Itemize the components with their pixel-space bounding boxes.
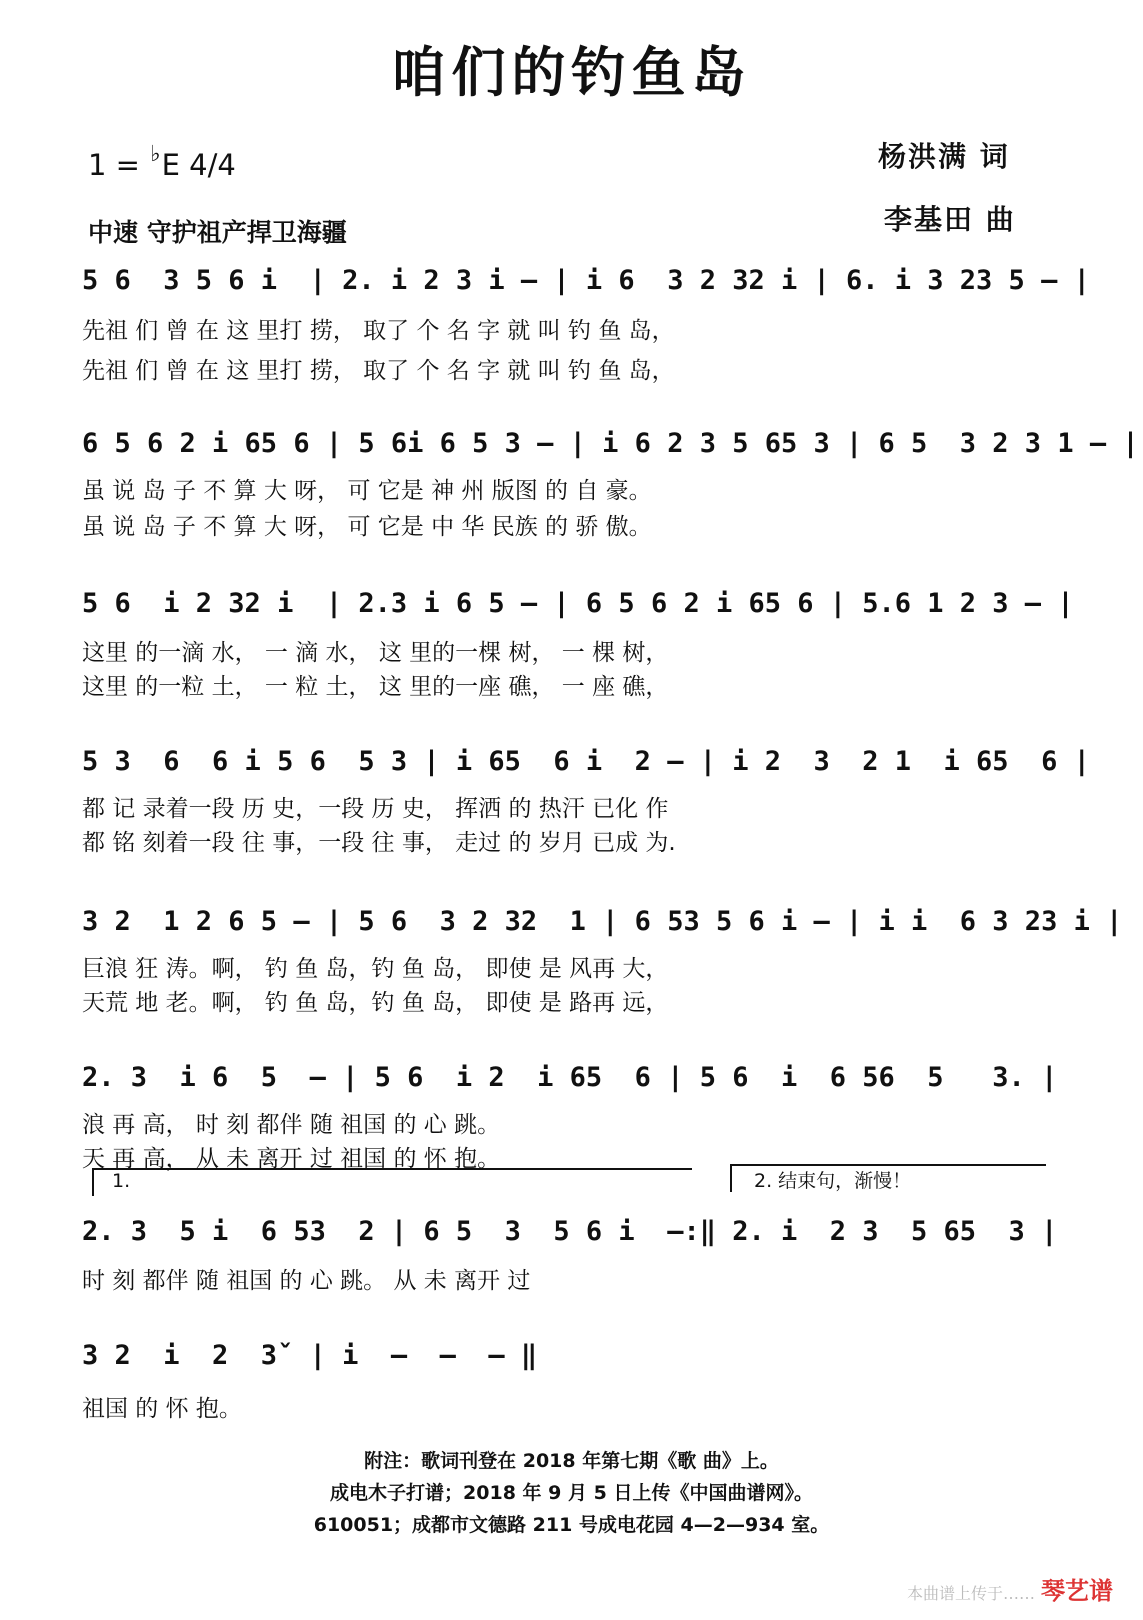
lyrics-line-3-verse-2: 这里 的一粒 土， 一 粒 土， 这 里的一座 礁， 一 座 礁， xyxy=(82,674,669,700)
footnote-line-1: 附注：歌词刊登在 2018 年第七期《歌 曲》上。 xyxy=(364,1450,779,1472)
lyrics-line-2-verse-1: 虽 说 岛 子 不 算 大 呀， 可 它是 神 州 版图 的 自 豪。 xyxy=(82,478,652,504)
lyrics-line-7-verse-1: 时 刻 都伴 随 祖国 的 心 跳。 从 未 离开 过 xyxy=(82,1268,531,1294)
second-ending-bracket: 2. 结束句，渐慢！ xyxy=(730,1164,1046,1192)
song-title: 咱们的钓鱼岛 xyxy=(391,41,752,104)
lyrics-line-2-verse-2: 虽 说 岛 子 不 算 大 呀， 可 它是 中 华 民族 的 骄 傲。 xyxy=(82,514,652,540)
lyrics-line-1-verse-2: 先祖 们 曾 在 这 里打 捞， 取了 个 名 字 就 叫 钓 鱼 岛， xyxy=(82,358,675,384)
footnote-line-2: 成电木子打谱；2018 年 9 月 5 日上传《中国曲谱网》。 xyxy=(330,1482,813,1504)
key-signature: 1 = ♭E 4/4 xyxy=(88,142,236,182)
first-ending-bracket: 1. xyxy=(92,1168,692,1196)
notation-line-7: 2. 3 5 i 6 53 2 | 6 5 3 5 6 i –:‖ 2. i 2 3 5 65 3 | xyxy=(82,1216,1058,1247)
notation-line-4: 5 3 6 6 i 5 6 5 3 | i 65 6 i 2 – | i 2 3 2 1 i 65 6 | xyxy=(82,746,1090,777)
site-watermark: 本曲谱上传于…… 琴艺谱 xyxy=(906,1577,1113,1605)
lyrics-line-8-verse-1: 祖国 的 怀 抱。 xyxy=(82,1396,242,1422)
lyrics-line-6-verse-1: 浪 再 高， 时 刻 都伴 随 祖国 的 心 跳。 xyxy=(82,1112,501,1138)
notation-line-8: 3 2 i 2 3ˇ | i – – – ‖ xyxy=(82,1340,538,1371)
notation-line-5: 3 2 1 2 6 5 – | 5 6 3 2 32 1 | 6 53 5 6 i – | i i 6 3 23 i | xyxy=(82,906,1123,937)
notation-line-3: 5 6 i 2 32 i | 2.3 i 6 5 – | 6 5 6 2 i 65 6 | 5.6 1 2 3 – | xyxy=(82,588,1074,619)
notation-line-1: 5 6 3 5 6 i | 2. i 2 3 i – | i 6 3 2 32 i | 6. i 3 23 5 – | xyxy=(82,265,1090,296)
footnote-line-3: 610051；成都市文德路 211 号成电花园 4—2—934 室。 xyxy=(313,1514,830,1536)
lyricist-credit: 杨洪满 词 xyxy=(878,140,1010,173)
lyrics-line-5-verse-2: 天荒 地 老。啊， 钓 鱼 岛，钓 鱼 岛， 即使 是 路再 远， xyxy=(82,990,669,1016)
tempo-marking: 中速 守护祖产捍卫海疆 xyxy=(88,218,347,247)
lyrics-line-1-verse-1: 先祖 们 曾 在 这 里打 捞， 取了 个 名 字 就 叫 钓 鱼 岛， xyxy=(82,318,675,344)
notation-line-2: 6 5 6 2 i 65 6 | 5 6i 6 5 3 – | i 6 2 3 5 65 3 | 6 5 3 2 3 1 – | xyxy=(82,428,1139,459)
lyrics-line-3-verse-1: 这里 的一滴 水， 一 滴 水， 这 里的一棵 树， 一 棵 树， xyxy=(82,640,669,666)
lyrics-line-4-verse-2: 都 铭 刻着一段 往 事，一段 往 事， 走过 的 岁月 已成 为. xyxy=(82,830,676,856)
notation-line-6: 2. 3 i 6 5 – | 5 6 i 2 i 65 6 | 5 6 i 6 56 5 3. | xyxy=(82,1062,1058,1093)
lyrics-line-5-verse-1: 巨浪 狂 涛。啊， 钓 鱼 岛，钓 鱼 岛， 即使 是 风再 大， xyxy=(82,956,669,982)
composer-credit: 李基田 曲 xyxy=(884,203,1016,236)
lyrics-line-6-verse-2: 天 再 高， 从 未 离开 过 祖国 的 怀 抱。 xyxy=(82,1146,501,1172)
lyrics-line-4-verse-1: 都 记 录着一段 历 史，一段 历 史， 挥洒 的 热汗 已化 作 xyxy=(82,796,669,822)
